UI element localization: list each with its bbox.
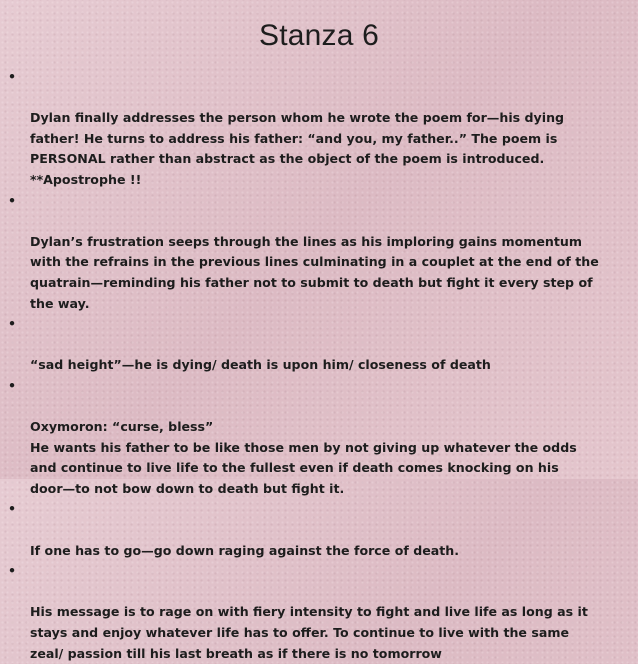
bullet-item	[8, 499, 632, 561]
slide-title: Stanza 6	[258, 19, 380, 52]
bullet-item	[8, 376, 632, 500]
bullet-text: If one has to go—go down raging against the force of death.	[30, 542, 460, 558]
bullet-dot-icon: •	[8, 377, 17, 393]
bullet-text: “sad height”—he is dying/ death is upon him/ closeness of death	[30, 357, 491, 373]
bullet-item	[8, 314, 632, 376]
bullet-text: Oxymoron: “curse, bless” He wants his father to be like those men by not giving up whatever the odds and continue to live life to the fullest even if death comes knocking on his door—to not bow down to death but fight it.	[30, 419, 577, 496]
bullet-text: Dylan’s frustration seeps through the lines as his imploring gains momentum with the refrains in the previous lines culminating in a couplet at the end of the quatrain—reminding his father not to submit to death but fight it every step of the way.	[30, 233, 599, 311]
bullet-dot-icon: •	[8, 563, 17, 579]
bullet-text: Dylan finally addresses the person whom he wrote the poem for—his dying father! He turns to address his father: “and you, my father..” The poem is PERSONAL rather than abstract as the object of the poem is introduced. **Apostrophe !!	[30, 110, 565, 187]
bullet-list	[8, 67, 632, 664]
bullet-item	[8, 561, 632, 664]
bullet-dot-icon: •	[8, 501, 17, 517]
bullet-item	[8, 67, 632, 191]
bullet-item	[8, 191, 632, 315]
bullet-dot-icon: •	[8, 316, 17, 332]
bullet-dot-icon: •	[8, 69, 17, 84]
bullet-dot-icon: •	[8, 192, 17, 208]
bullet-text: His message is to rage on with fiery intensity to fight and live life as long as it stays and enjoy whatever life has to offer. To continue to live with the same zeal/ passion till his last breath as if there is no tomorrow	[30, 604, 588, 661]
